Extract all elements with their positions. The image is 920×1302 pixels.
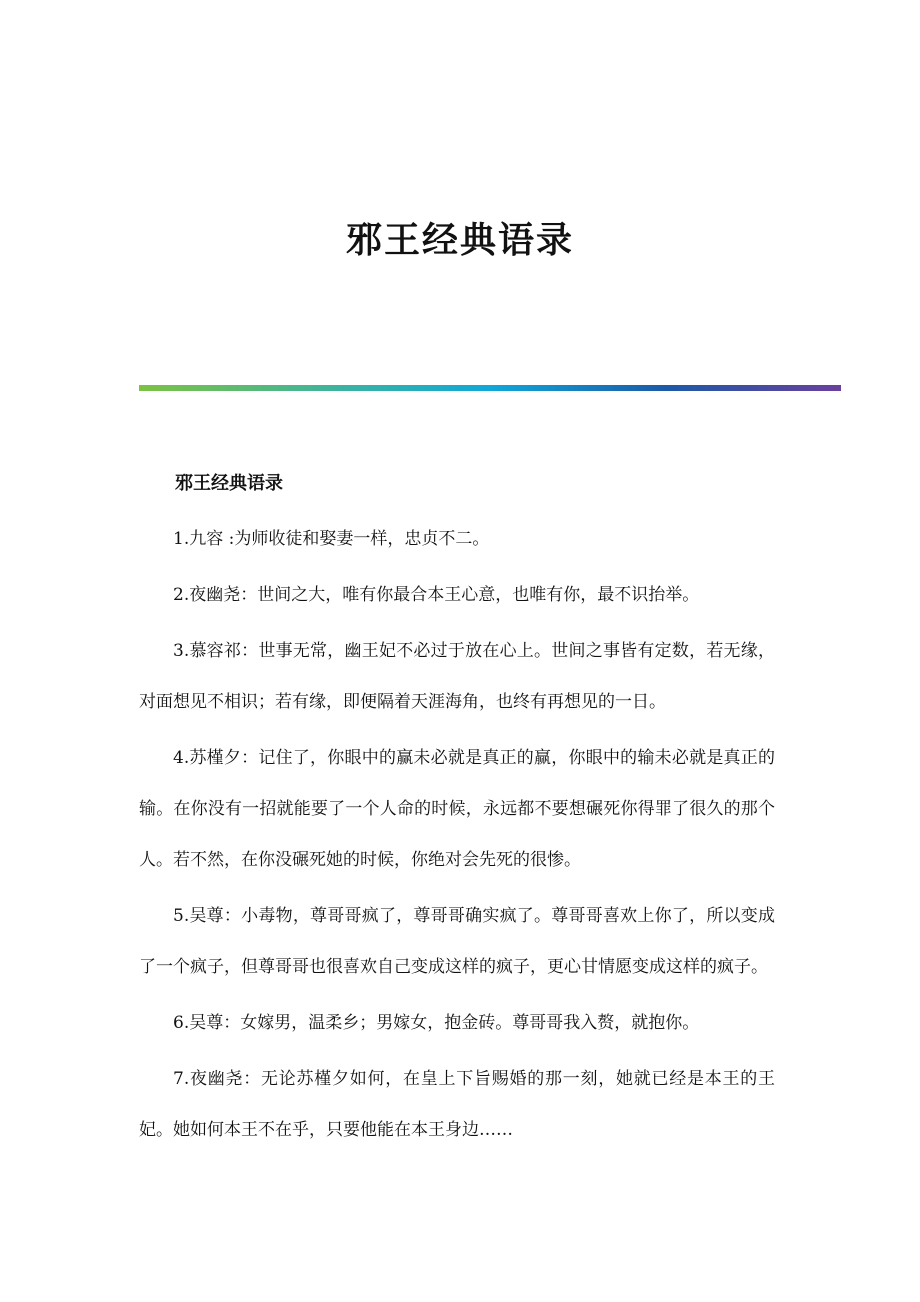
document-body [139,458,775,1161]
quote-paragraph-6: 6.吴尊：女嫁男，温柔乡；男嫁女，抱金砖。尊哥哥我入赘，就抱你。 [173,1013,700,1033]
quote-paragraph-5: 5.吴尊：小毒物，尊哥哥疯了，尊哥哥确实疯了。尊哥哥喜欢上你了，所以变成了一个疯子，但尊哥哥也很喜欢自己变成这样的疯子，更心甘情愿变成这样的疯子。 [139,906,775,977]
quote-paragraph-7: 7.夜幽尧：无论苏槿夕如何，在皇上下旨赐婚的那一刻，她就已经是本王的王妃。她如何本王不在乎，只要他能在本王身边…… [139,1069,775,1140]
quote-paragraph-2: 2.夜幽尧：世间之大，唯有你最合本王心意，也唯有你，最不识抬举。 [173,585,700,605]
document-title: 邪王经典语录 [345,219,574,261]
quote-paragraph-3: 3.慕容祁：世事无常，幽王妃不必过于放在心上。世间之事皆有定数，若无缘，对面想见不相识；若有缘，即便隔着天涯海角，也终有再想见的一日。 [139,641,775,712]
quote-paragraph-1: 1.九容 :为师收徒和娶妻一样，忠贞不二。 [173,529,490,549]
section-heading: 邪王经典语录 [175,473,283,494]
gradient-divider [139,385,841,391]
quote-paragraph-4: 4.苏槿夕：记住了，你眼中的赢未必就是真正的赢，你眼中的输未必就是真正的输。在你没有一招就能要了一个人命的时候，永远都不要想碾死你得罪了很久的那个人。若不然，在你没碾死她的时候，你绝对会先死的很惨。 [139,748,775,870]
